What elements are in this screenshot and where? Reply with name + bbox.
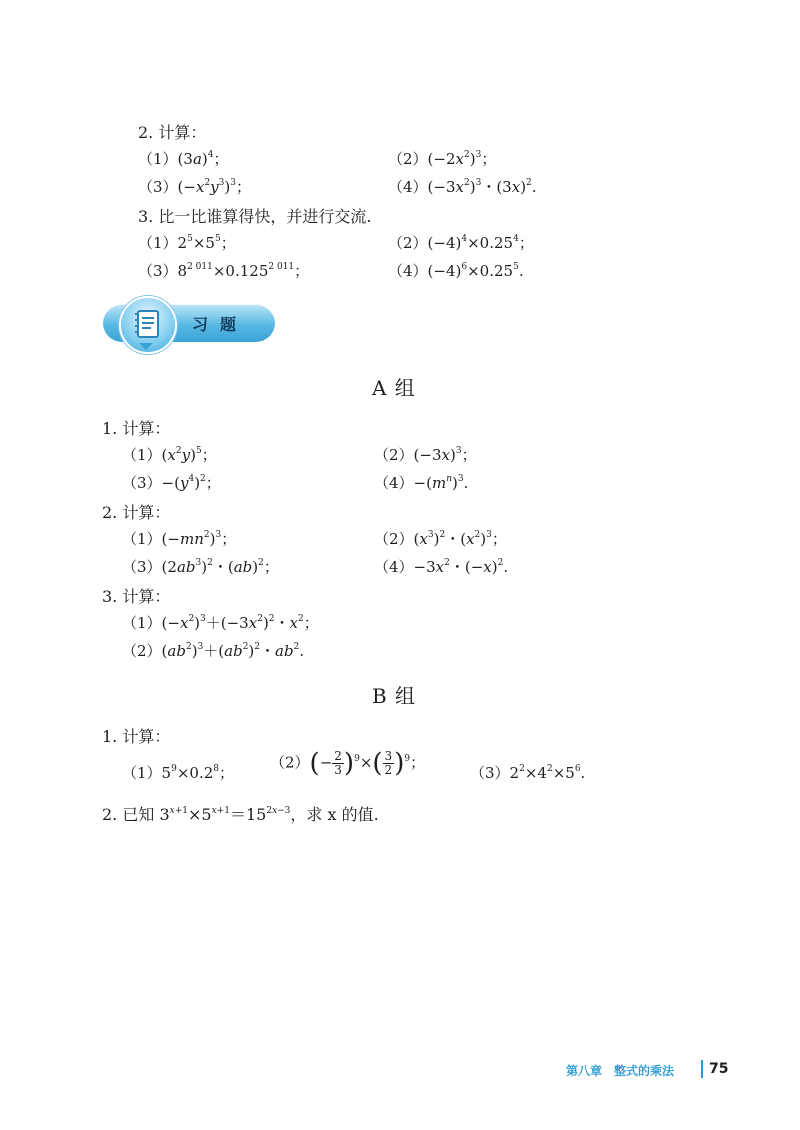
group-a-q3-heading: 3. 计算： <box>102 587 171 606</box>
group-b-q1-heading: 1. 计算： <box>102 727 171 746</box>
group-a-q2-heading: 2. 计算： <box>102 503 171 522</box>
group-a-q3-item-2: $(2)(ab^2)^3+(ab^2)^2$・$ab^2$. <box>122 642 305 660</box>
page-number: 75 <box>709 1061 729 1077</box>
exercise-3-heading: 3. 比一比谁算得快，并进行交流. <box>138 207 372 226</box>
exercise-2-item-4: $(4)(-3x^2)^3$・$(3x)^2$. <box>388 178 537 196</box>
group-b-q1-item-1: $(1)5^9\times 0.2^8$； <box>122 764 235 782</box>
exercise-banner-label: 习题 <box>192 315 249 334</box>
group-a-q2-item-2: $(2)(x^3)^2$・$(x^2)^3$； <box>374 530 507 548</box>
exercise-2-item-2: $(2)(-2x^2)^3$； <box>388 150 497 168</box>
exercise-3-item-1: $(1)2^5\times 5^5$； <box>138 234 236 252</box>
banner-arrow-icon <box>139 343 153 350</box>
exercise-2-item-3: $(3)(-x^2y^3)^3$； <box>138 178 251 196</box>
exercise-2-item-1: $(1)(3a)^4$； <box>138 150 229 168</box>
group-b-q2: 2. 已知 $3^{x+1}\times 5^{x+1}=15^{2x-3}$，求 x 的值. <box>102 805 379 824</box>
group-a-q1-item-4: $(4)-(m^n)^3$. <box>374 474 469 492</box>
exercise-2-heading: 2. 计算： <box>138 123 207 142</box>
footer-divider <box>701 1060 703 1078</box>
group-a-q2-item-3: $(3)(2ab^3)^2$・(ab)$^2$； <box>122 558 279 576</box>
group-a-q1-item-3: $(3)-(y^4)^2$； <box>122 474 221 492</box>
group-a-q1-heading: 1. 计算： <box>102 419 171 438</box>
group-b-q1-item-3: $(3)2^2\times 4^2\times 5^6$. <box>470 764 586 782</box>
group-a-q2-item-4: $(4)-3x^2$・$(-x)^2$. <box>374 558 509 576</box>
footer-chapter-title: 第八章 整式的乘法 <box>566 1064 675 1078</box>
group-b-q1-item-2: （2）(− $\frac{2}{3}$ )$^9$×( $\frac{3}{2}$ )$^9$； <box>270 748 426 779</box>
exercise-3-item-3: $(3)8^{2 011}\times 0.125^{2 011}$； <box>138 262 310 280</box>
exercise-3-item-4: $(4)(-4)^6\times 0.25^5$. <box>388 262 524 280</box>
group-a-q2-item-1: $(1)(-mn^2)^3$； <box>122 530 237 548</box>
group-a-q1-item-1: $(1)(x^2y)^5$； <box>122 446 217 464</box>
group-a-q3-item-1: $(1)(-x^2)^3+(-3x^2)^2$・$x^2$； <box>122 614 319 632</box>
exercise-3-item-2: $(2)(-4)^4\times 0.25^4$； <box>388 234 534 252</box>
group-a-q1-item-2: $(2)(-3x)^3$； <box>374 446 477 464</box>
group-a-title: A 组 <box>372 376 416 400</box>
group-b-title: B 组 <box>372 684 417 708</box>
